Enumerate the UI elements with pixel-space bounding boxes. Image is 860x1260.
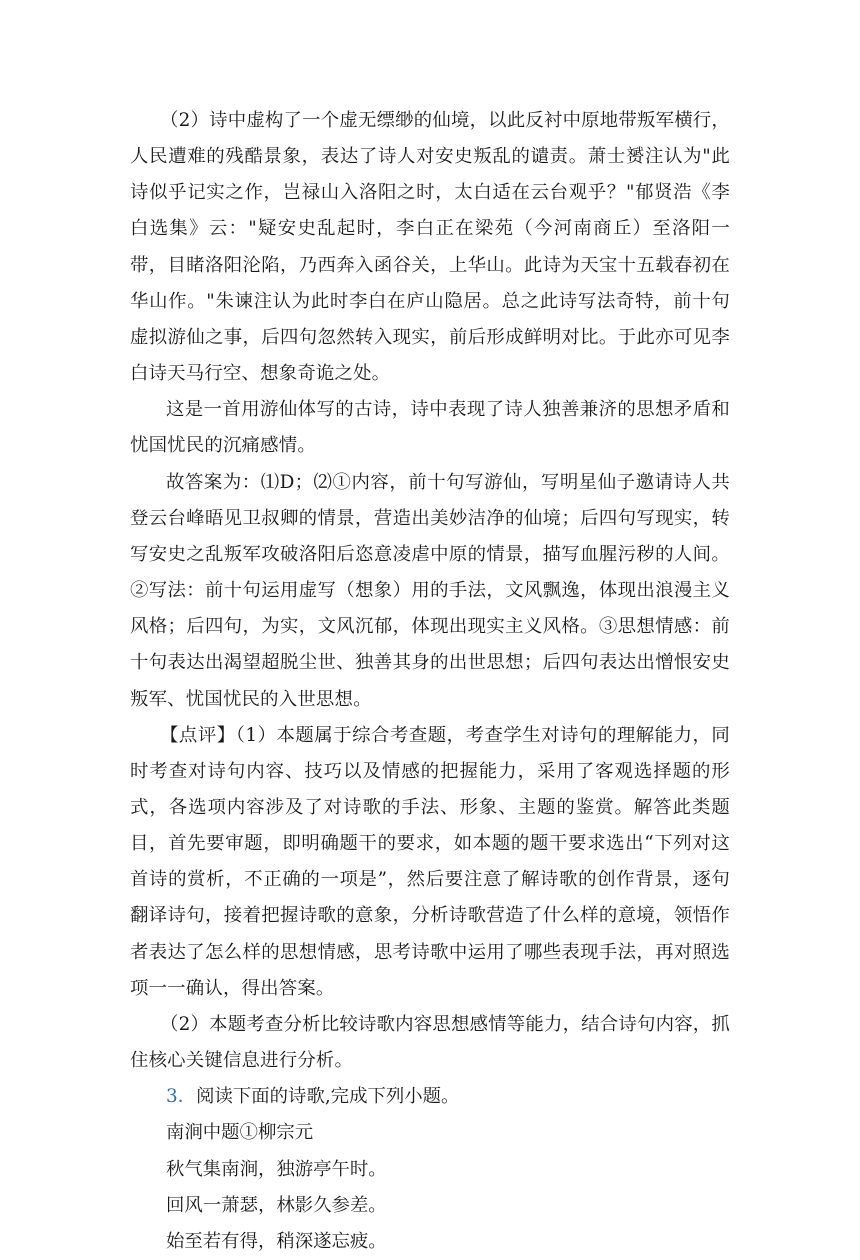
question-3-heading xyxy=(130,1079,730,1115)
question-number: 3． xyxy=(166,1086,197,1108)
poem-line: 始至若有得，稍深遂忘疲。 xyxy=(166,1230,387,1252)
poem-line: 回风一萧瑟，林影久参差。 xyxy=(166,1194,387,1216)
poem-line: 秋气集南涧，独游亭午时。 xyxy=(166,1158,387,1180)
poem-title: 南涧中题①柳宗元 xyxy=(166,1122,314,1144)
commentary-paragraph-1: 【点评】（1）本题属于综合考查题，考查学生对诗句的理解能力，同时考查对诗句内容、技巧以及情感的把握能力，采用了客观选择题的形式，各选项内容涉及了对诗歌的手法、形象、主题的鉴赏。解答此类题目，首先要审题，即明确题干的要求，如本题的题干要求选出“下列对这首诗的赏析，不正确的一项是”，然后要注意了解诗歌的创作背景，逐句翻译诗句，接着把握诗歌的意象，分析诗歌营造了什么样的意境，领悟作者表达了怎么样的思想情感，思考诗歌中运用了哪些表现手法，再对照选项一一确认，得出答案。 xyxy=(130,724,730,999)
analysis-paragraph-2: （2）诗中虚构了一个虚无缥缈的仙境，以此反衬中原地带叛军横行，人民遭难的残酷景象，表达了诗人对安史叛乱的谴责。萧士赟注认为"此诗似乎记实之作，岂禄山入洛阳之时，太白适在云台观乎？"郁贤浩《李白选集》云："疑安史乱起时，李白正在梁苑（今河南商丘）至洛阳一带，目睹洛阳沦陷，乃西奔入函谷关，上华山。此诗为天宝十五载春初在华山作。"朱谏注认为此时李白在庐山隐居。总之此诗写法奇特，前十句虚拟游仙之事，后四句忽然转入现实，前后形成鲜明对比。于此亦可见李白诗天马行空、想象奇诡之处。 xyxy=(130,110,730,385)
document-page xyxy=(130,103,730,1260)
summary-paragraph: 这是一首用游仙体写的古诗，诗中表现了诗人独善兼济的思想矛盾和忧国忧民的沉痛感情。 xyxy=(130,399,730,457)
commentary-paragraph-2: （2）本题考查分析比较诗歌内容思想感情等能力，结合诗句内容，抓住核心关键信息进行分析。 xyxy=(130,1013,730,1072)
question-prompt: 阅读下面的诗歌,完成下列小题。 xyxy=(196,1086,460,1108)
answer-paragraph: 故答案为：⑴D；⑵①内容，前十句写游仙，写明星仙子邀请诗人共登云台峰晤见卫叔卿的情景，营造出美妙洁净的仙境；后四句写现实，转写安史之乱叛军攻破洛阳后恣意凌虐中原的情景，描写血腥污秽的人间。②写法：前十句运用虚写（想象）用的手法，文风飘逸，体现出浪漫主义风格；后四句，为实，文风沉郁，体现出现实主义风格。③思想情感：前十句表达出渴望超脱尘世、独善其身的出世思想；后四句表达出憎恨安史叛军、忧国忧民的入世思想。 xyxy=(130,471,730,710)
